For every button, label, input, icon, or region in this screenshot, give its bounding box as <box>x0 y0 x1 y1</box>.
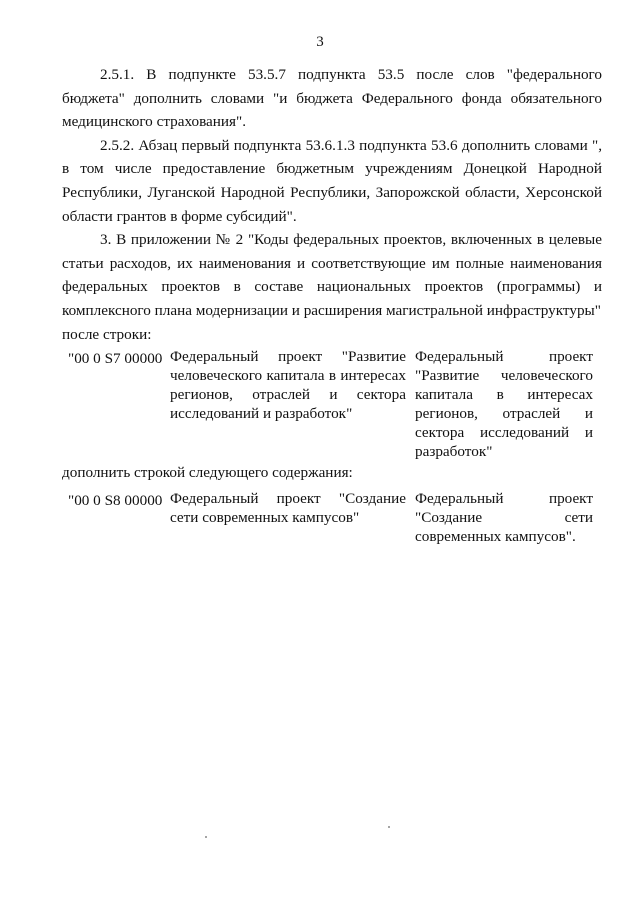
table-row <box>62 489 602 546</box>
scan-speck <box>388 826 390 828</box>
row-code: "00 0 S7 00000 <box>68 350 163 368</box>
document-body <box>62 63 602 546</box>
page-number: 3 <box>316 34 324 50</box>
row-name: Федеральный проект "Создание сети современных кампусов" <box>170 489 406 526</box>
paragraph-2-5-2: 2.5.2. Абзац первый подпункта 53.6.1.3 подпункта 53.6 дополнить словами ", в том числе предоставление бюджетным учреждениям Донецкой Народной Республики, Луганской Народной Республики, Запорожской области, Херсонской области грантов в форме субсидий". <box>62 136 602 225</box>
row-code: "00 0 S8 00000 <box>68 491 163 509</box>
row-full-name: Федеральный проект "Создание сети современных кампусов". <box>415 489 593 545</box>
scan-speck <box>205 836 207 838</box>
paragraph-2-5-1: 2.5.1. В подпункте 53.5.7 подпункта 53.5 после слов "федерального бюджета" дополнить словами "и бюджета Федерального фонда обязательного медицинского страхования". <box>62 66 602 131</box>
row-name: Федеральный проект "Развитие человеческого капитала в интересах регионов, отраслей и сектора исследований и разработок" <box>170 348 406 423</box>
paragraph-3: 3. В приложении № 2 "Коды федеральных проектов, включенных в целевые статьи расходов, их наименования и соответствующие им полные наименования федеральных проектов в составе национальных проектов (программы) и комплексного плана модернизации и расширения магистральной инфраструктуры" <box>62 231 602 319</box>
table-row <box>62 347 602 461</box>
row-full-name: Федеральный проект "Развитие человеческого капитала в интересах регионов, отраслей и сектора исследований и разработок" <box>415 348 593 461</box>
after-line-text: после строки: <box>62 325 152 343</box>
add-line-text: дополнить строкой следующего содержания: <box>62 464 353 482</box>
